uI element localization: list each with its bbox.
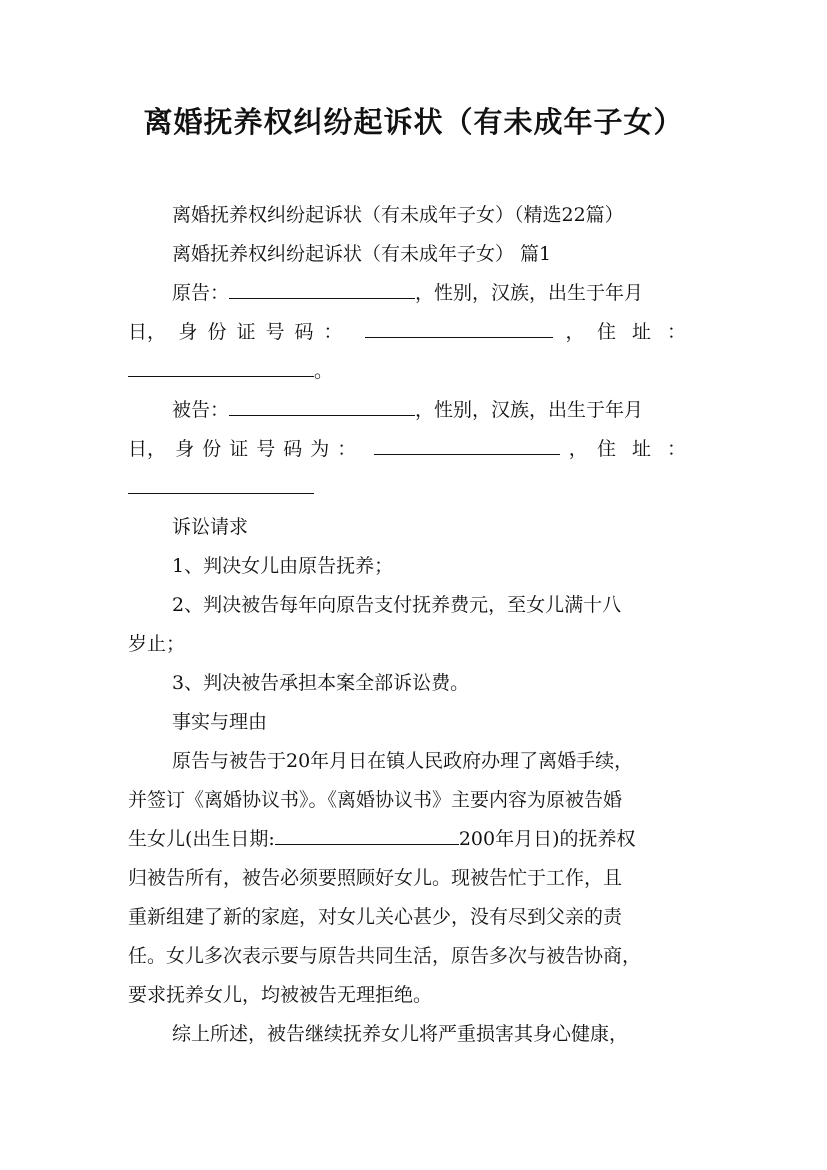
plaintiff-line (128, 274, 702, 313)
defendant-id-blank (374, 430, 560, 455)
facts-paragraph-line-2: 并签订《离婚协议书》。《离婚协议书》主要内容为原被告婚 (128, 789, 623, 811)
subtitle-line: 离婚抚养权纠纷起诉状（有未成年子女）（精选22篇） (172, 204, 624, 226)
plaintiff-address-label: 住址： (596, 321, 702, 343)
summary-paragraph-line-1: 综上所述，被告继续抚养女儿将严重损害其身心健康， (172, 1023, 629, 1045)
defendant-address-line (128, 469, 702, 508)
plaintiff-id-blank (365, 313, 553, 338)
birth-date-blank (275, 820, 459, 845)
plaintiff-address-blank (128, 352, 314, 377)
birth-date-label: 生女儿(出生日期: (128, 828, 275, 850)
defendant-label: 被告： (172, 399, 230, 421)
defendant-name-blank (229, 391, 415, 416)
facts-paragraph-line-6: 任。女儿多次表示要与原告共同生活，原告多次与被告协商， (128, 945, 642, 967)
birth-date-rest: 200年月日)的抚养权 (458, 828, 636, 850)
plaintiff-id-line (128, 313, 702, 352)
plaintiff-label: 原告： (172, 282, 230, 304)
defendant-id-line (128, 430, 702, 469)
claim-3: 3、判决被告承担本案全部诉讼费。 (172, 672, 470, 694)
defendant-day: 日， (128, 438, 167, 460)
defendant-id-label: 身份证号码为： (175, 438, 365, 460)
claim-1: 1、判决女儿由原告抚养； (172, 555, 394, 577)
section-heading-line: 离婚抚养权纠纷起诉状（有未成年子女） 篇1 (172, 243, 552, 265)
document-body (128, 196, 702, 1054)
defendant-address-label: 住址： (596, 438, 702, 460)
facts-paragraph-line-3 (128, 820, 702, 859)
facts-paragraph-line-1: 原告与被告于20年月日在镇人民政府办理了离婚手续， (172, 750, 634, 772)
plaintiff-comma: ， (565, 321, 585, 343)
claim-2: 2、判决被告每年向原告支付抚养费元，至女儿满十八 (172, 594, 622, 616)
plaintiff-info: ，性别，汉族，出生于年月 (415, 282, 644, 304)
plaintiff-name-blank (229, 274, 415, 299)
defendant-address-blank (128, 469, 314, 494)
document-title: 离婚抚养权纠纷起诉状（有未成年子女） (143, 105, 684, 139)
claims-heading: 诉讼请求 (172, 516, 249, 538)
facts-paragraph-line-7: 要求抚养女儿，均被被告无理拒绝。 (128, 984, 433, 1006)
facts-heading: 事实与理由 (172, 711, 268, 733)
facts-paragraph-line-4: 归被告所有，被告必须要照顾好女儿。现被告忙于工作，且 (128, 867, 623, 889)
facts-paragraph-line-5: 重新组建了新的家庭，对女儿关心甚少，没有尽到父亲的责 (128, 906, 623, 928)
defendant-line (128, 391, 702, 430)
plaintiff-day: 日， (128, 321, 167, 343)
plaintiff-period: 。 (314, 360, 334, 382)
claim-2-continued: 岁止； (128, 633, 186, 655)
defendant-comma: ， (568, 438, 588, 460)
defendant-info: ，性别，汉族，出生于年月 (415, 399, 644, 421)
plaintiff-id-label: 身份证号码： (178, 321, 353, 343)
plaintiff-address-line (128, 352, 702, 391)
